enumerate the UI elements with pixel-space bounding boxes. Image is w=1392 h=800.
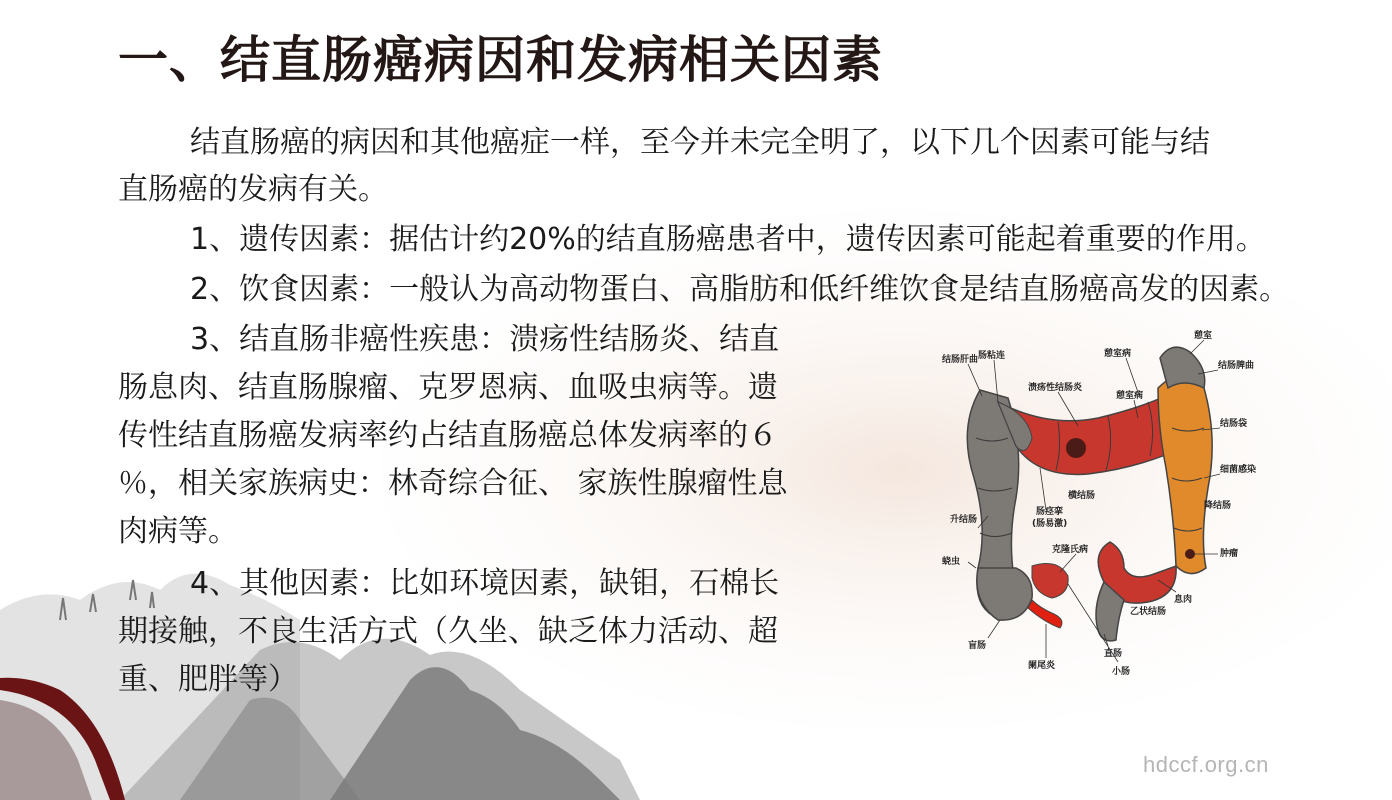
factor-3-line-3: 传性结直肠癌发病率约占结直肠癌总体发病率的６	[118, 418, 778, 453]
factor-3-line-4: ％，相关家族病史：林奇综合征、 家族性腺瘤性息	[118, 466, 788, 501]
label-crohns: 克隆氏病	[1052, 545, 1089, 555]
factor-4-line-1: 4、其他因素：比如环境因素，缺钼，石棉长	[190, 566, 780, 601]
label-tumor: 肿瘤	[1220, 549, 1239, 559]
label-appendicitis: 阑尾炎	[1028, 661, 1056, 671]
label-diverticulosis-1: 憩室病	[1104, 349, 1132, 359]
factor-3-line-1: 3、结直肠非癌性疾患：溃疡性结肠炎、结直	[190, 322, 780, 357]
label-ascending-colon: 升结肠	[950, 515, 978, 525]
label-sigmoid-colon: 乙状结肠	[1130, 607, 1167, 617]
label-spasm: 肠痉挛	[1036, 507, 1064, 517]
label-transverse-colon: 横结肠	[1068, 491, 1096, 501]
label-descending-colon: 降结肠	[1204, 501, 1232, 511]
intro-line-1: 结直肠癌的病因和其他癌症一样，至今并未完全明了，以下几个因素可能与结	[190, 125, 1210, 160]
label-cecum: 盲肠	[968, 641, 987, 651]
watermark: hdccf.org.cn	[1143, 752, 1269, 777]
slide-title: 一、结直肠癌病因和发病相关因素	[118, 31, 883, 89]
label-splenic-flexure: 结肠脾曲	[1218, 361, 1255, 371]
label-small-intestine: 小肠	[1112, 667, 1131, 677]
label-adhesion: 肠粘连	[978, 351, 1006, 361]
label-infection: 细菌感染	[1220, 465, 1257, 475]
factor-2-diet: 2、饮食因素：一般认为高动物蛋白、高脂肪和低纤维饮食是结直肠癌高发的因素。	[190, 272, 1290, 307]
label-ulcerative-colitis: 溃疡性结肠炎	[1028, 383, 1083, 393]
factor-3-line-5: 肉病等。	[118, 514, 238, 549]
label-haustra: 结肠袋	[1220, 419, 1248, 429]
factor-3-line-2: 肠息肉、结直肠腺瘤、克罗恩病、血吸虫病等。遗	[118, 370, 778, 405]
factor-1-genetic: 1、遗传因素：据估计约20%的结直肠癌患者中，遗传因素可能起着重要的作用。	[190, 222, 1266, 257]
label-rectum: 直肠	[1104, 649, 1123, 659]
label-diverticulum: 憩室	[1194, 331, 1213, 341]
label-pinworm: 蛲虫	[942, 557, 961, 567]
factor-4-line-2: 期接触，不良生活方式（久坐、缺乏体力活动、超	[118, 614, 778, 649]
label-diverticulosis-2: 憩室病	[1116, 391, 1144, 401]
label-ibs: (肠易激)	[1032, 519, 1068, 529]
colon-diagram	[928, 318, 1280, 680]
intro-line-2: 直肠癌的发病有关。	[118, 172, 388, 207]
label-hepatic-flexure: 结肠肝曲	[942, 355, 979, 365]
label-polyp: 息肉	[1174, 595, 1193, 605]
factor-4-line-3: 重、肥胖等）	[118, 662, 298, 697]
